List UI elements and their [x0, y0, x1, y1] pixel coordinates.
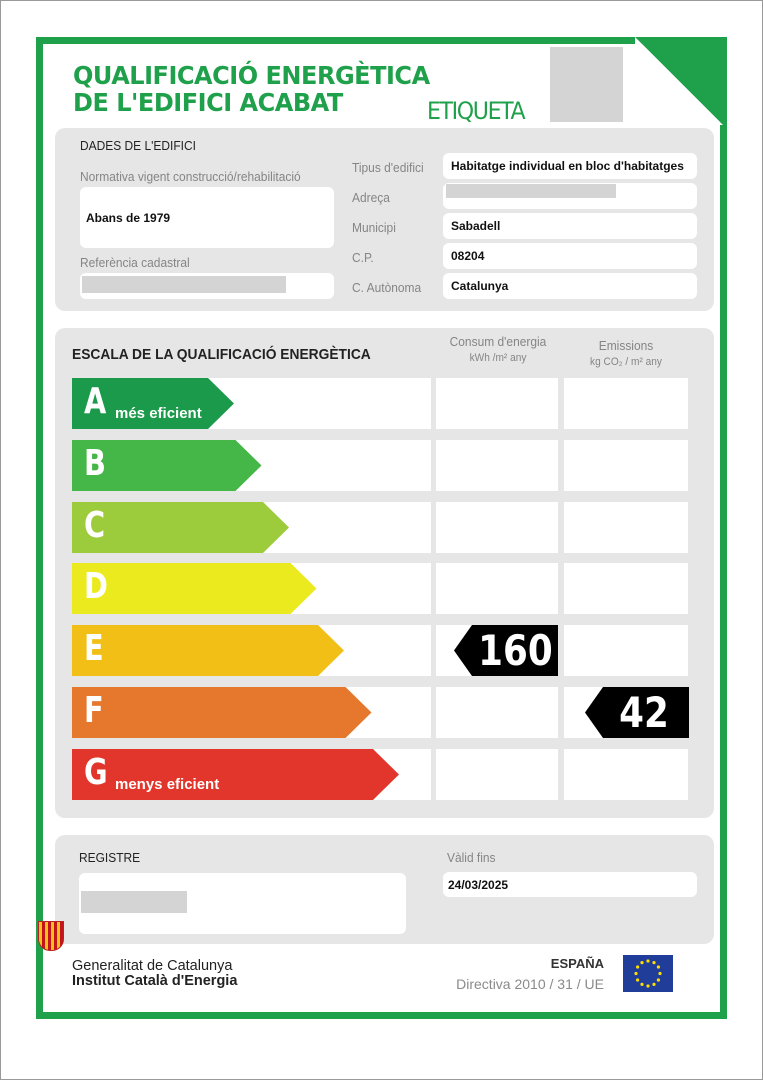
rating-scale-panel: [55, 328, 714, 818]
municipality-value: Sabadell: [451, 219, 501, 233]
energy-cell-d: [436, 563, 558, 614]
generalitat-logo-icon: [38, 921, 64, 951]
footer-country: ESPAÑA: [550, 956, 604, 971]
rating-arrow-f: [72, 687, 372, 738]
eu-flag-icon: [623, 955, 673, 992]
rating-arrow-d: [72, 563, 317, 614]
rating-note-a: més eficient: [115, 405, 202, 422]
energy-cell-b: [436, 440, 558, 491]
energy-header-label: Consum d'energia: [449, 334, 547, 349]
rating-arrow-g: [72, 749, 399, 800]
rating-arrow-shape-f: [72, 687, 372, 738]
valid-until-value: 24/03/2025: [448, 878, 509, 892]
eu-stars-icon: [623, 955, 673, 992]
valid-until-label: Vàlid fins: [447, 850, 496, 865]
registry-section-title: REGISTRE: [79, 850, 141, 865]
rating-arrow-shape-d: [72, 563, 317, 614]
registry-panel: [55, 835, 714, 944]
building-type-value: Habitatge individual en bloc d'habitatges: [451, 159, 684, 173]
registry-field: [79, 873, 406, 934]
building-type-field: [443, 153, 697, 179]
energy-cell-g: [436, 749, 558, 800]
postcode-label: C.P.: [352, 250, 374, 265]
energy-unit-label: kWh /m² any: [469, 352, 527, 364]
footer-org-line-2: Institut Català d'Energia: [72, 973, 238, 989]
regulation-value: Abans de 1979: [86, 211, 171, 225]
municipality-label: Municipi: [352, 220, 396, 235]
rating-letter-f: F: [84, 690, 104, 731]
energy-cell-f: [436, 687, 558, 738]
cadastral-field: [80, 273, 334, 299]
rating-letter-e: E: [84, 628, 104, 670]
building-data-panel: [55, 128, 714, 311]
energy-indicator-value: 160: [478, 626, 553, 676]
title-line-1: QUALIFICACIÓ ENERGÈTICA: [73, 61, 430, 90]
energy-cell-c: [436, 502, 558, 553]
valid-until-field: [443, 872, 697, 897]
region-label: C. Autònoma: [352, 280, 422, 295]
rating-letter-c: C: [84, 504, 106, 546]
region-value: Catalunya: [451, 279, 509, 293]
rating-arrow-fill-d: [72, 563, 317, 614]
building-type-label: Tipus d'edifici: [352, 160, 424, 175]
rating-arrow-shape-e: [72, 625, 344, 676]
regulation-label: Normativa vigent construcció/rehabilitació: [80, 169, 301, 184]
emissions-header-label: Emissions: [598, 338, 654, 353]
building-section-title: DADES DE L'EDIFICI: [80, 138, 196, 153]
emissions-cell-g: [564, 749, 688, 800]
regulation-field: [80, 187, 334, 248]
rating-arrow-c: [72, 502, 289, 553]
emissions-cell-a: [564, 378, 688, 429]
emissions-cell-c: [564, 502, 688, 553]
rating-arrow-e: [72, 625, 344, 676]
energy-column-header: [438, 334, 558, 366]
redacted-logo-area: [550, 47, 623, 122]
rating-letter-b: B: [84, 442, 106, 484]
scale-title: ESCALA DE LA QUALIFICACIÓ ENERGÈTICA: [72, 346, 371, 363]
emissions-cell-e: [564, 625, 688, 676]
municipality-field: [443, 213, 697, 239]
address-redacted: [446, 184, 616, 198]
footer-directive: Directiva 2010 / 31 / UE: [456, 976, 604, 992]
rating-arrow-b: [72, 440, 262, 491]
emissions-cell-d: [564, 563, 688, 614]
rating-note-g: menys eficient: [115, 775, 220, 793]
postcode-field: [443, 243, 697, 269]
energy-cell-a: [436, 378, 558, 429]
region-field: [443, 273, 697, 299]
emissions-column-header: [566, 338, 686, 370]
emissions-cell-b: [564, 440, 688, 491]
address-field: [443, 183, 697, 209]
label-title: [73, 62, 430, 116]
cadastral-label: Referència cadastral: [80, 255, 190, 270]
emissions-indicator: [585, 687, 689, 738]
footer-org-line-1: Generalitat de Catalunya: [72, 958, 233, 974]
title-line-2: DE L'EDIFICI ACABAT: [73, 88, 343, 117]
address-label: Adreça: [352, 190, 390, 205]
rating-letter-g: G: [84, 751, 108, 793]
rating-arrow-fill-f: [72, 687, 372, 738]
rating-arrow-a: [72, 378, 234, 429]
emissions-indicator-value: 42: [619, 688, 669, 737]
energy-label-frame: [36, 37, 727, 1019]
emissions-unit-label: kg CO₂ / m² any: [590, 356, 662, 368]
energy-indicator: [454, 625, 558, 676]
corner-fold-decoration: [635, 37, 727, 129]
rating-arrow-fill-e: [72, 625, 344, 676]
postcode-value: 08204: [451, 249, 485, 263]
rating-letter-a: A: [84, 381, 107, 422]
rating-letter-d: D: [84, 566, 108, 608]
registry-redacted: [81, 891, 187, 913]
cadastral-redacted: [82, 276, 286, 293]
label-word: ETIQUETA: [427, 97, 525, 125]
